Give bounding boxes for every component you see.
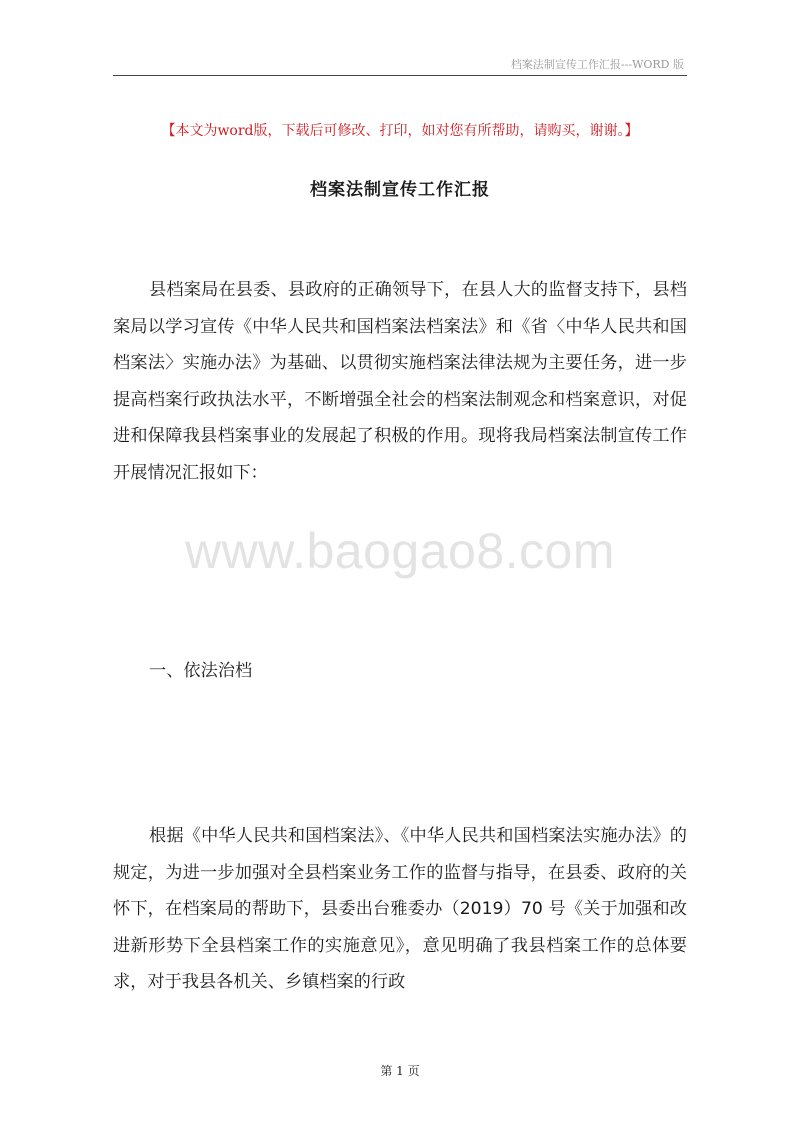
header-divider [113,75,687,76]
paragraph-body: 根据《中华人民共和国档案法》、《中华人民共和国档案法实施办法》的规定，为进一步加强对全县档案业务工作的监督与指导，在县委、政府的关怀下，在档案局的帮助下，县委出台雅委办（2019）70 号《关于加强和改进新形势下全县档案工作的实施意见》，意见明确了我县档案工作的总体要求，对于我县各机关、乡镇档案的行政 [113,826,687,992]
download-notice: 【本文为word版，下载后可修改、打印，如对您有所帮助，请购买，谢谢。】 [161,123,639,139]
paragraph-intro: 县档案局在县委、县政府的正确领导下，在县人大的监督支持下，县档案局以学习宣传《中华人民共和国档案法档案法》和《省〈中华人民共和国档案法〉实施办法》为基础、以贯彻实施档案法律法规为主要任务，进一步提高档案行政执法水平，不断增强全社会的档案法制观念和档案意识，对促进和保障我县档案事业的发展起了积极的作用。现将我局档案法制宣传工作开展情况汇报如下： [113,280,687,483]
document-title: 档案法制宣传工作汇报 [310,180,490,200]
page-number: 第 1 页 [380,1064,420,1078]
running-header: 档案法制宣传工作汇报---WORD 版 [510,58,684,71]
section-heading: 一、依法治档 [149,661,253,681]
watermark: www.baogao8.com [185,523,615,579]
